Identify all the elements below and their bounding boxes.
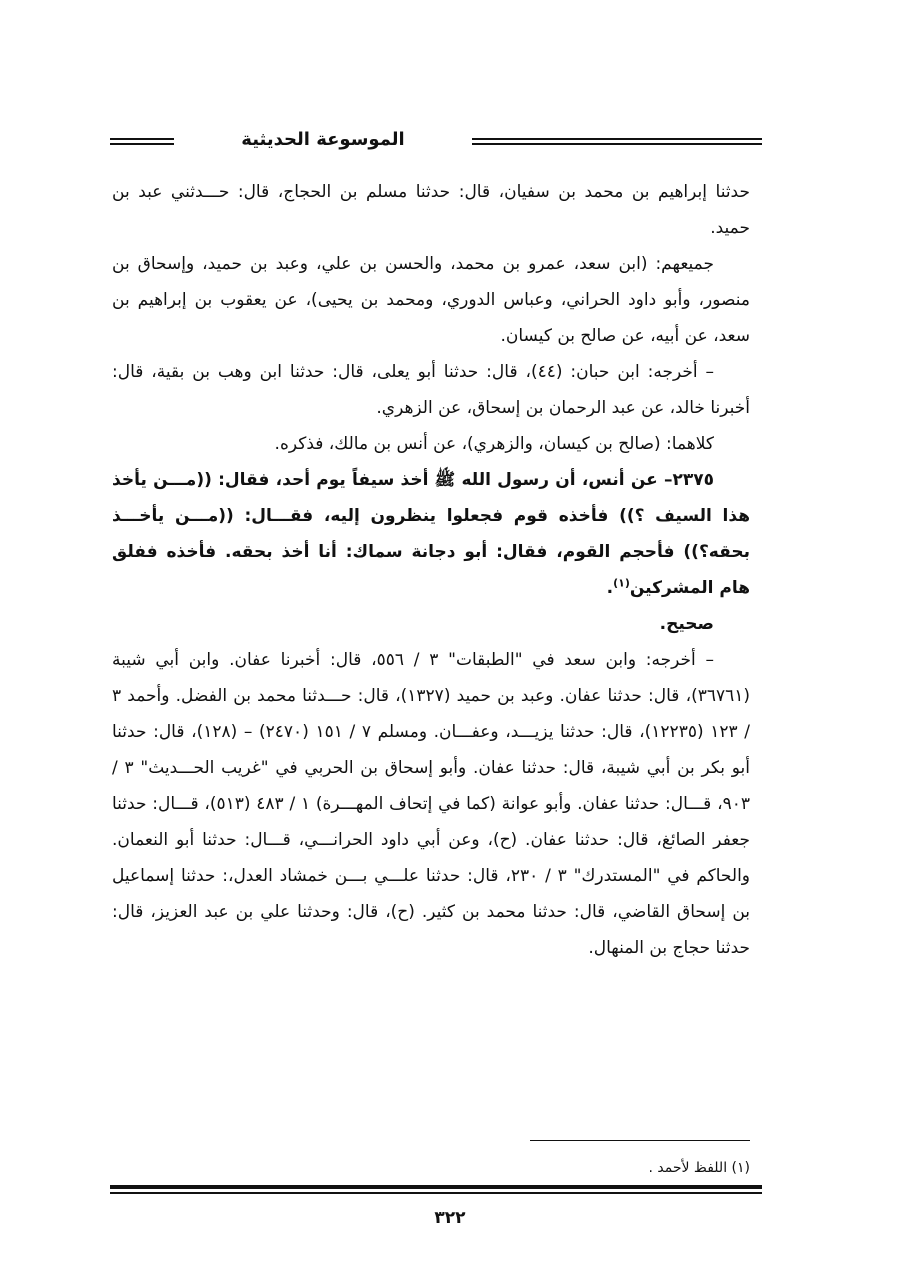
header-rule-right xyxy=(472,138,762,140)
hadith-2375 xyxy=(112,462,750,606)
grading: صحيح. xyxy=(659,614,714,634)
paragraph-1: حدثنا إبراهيم بن محمد بن سفيان، قال: حدثنا مسلم بن الحجاج، قال: حـــدثني عبد بن حميد. xyxy=(112,182,750,238)
page-header xyxy=(110,126,762,156)
hadith-text: ٢٣٧٥– عن أنس، أن رسول الله ﷺ أخذ سيفاً يوم أحد، فقال: ((مـــن يأخذ هذا السيف ؟)) فأخذه قوم فجعلوا ينظرون إليه، فقـــال: ((مـــن يأخـــذ بحقه؟)) فأحجم القوم، فقال: أبو دجانة سماك: أنا أخذ بحقه. فأخذه ففلق هام المشركين xyxy=(112,470,750,598)
footnote: (١) اللفظ لأحمد . xyxy=(648,1160,750,1176)
page-number: ٣٢٢ xyxy=(434,1208,466,1228)
footnote-ref: (١) xyxy=(613,576,630,590)
header-rule-left xyxy=(110,138,174,140)
paragraph-2: جميعهم: (ابن سعد، عمرو بن محمد، والحسن بن علي، وعبد بن حميد، وإسحاق بن منصور، وأبو داود الحراني، وعباس الدوري، ومحمد بن يحيى)، عن يعقوب بن إبراهيم بن سعد، عن أبيه، عن صالح بن كيسان. xyxy=(112,254,750,346)
page-body xyxy=(112,174,750,966)
footer-rule-thin xyxy=(110,1192,762,1194)
hadith-tail: . xyxy=(606,578,614,598)
paragraph-3: – أخرجه: ابن حبان: (٤٤)، قال: حدثنا أبو يعلى، قال: حدثنا ابن وهب بن بقية، قال: أخبرنا خالد، عن عبد الرحمان بن إسحاق، عن الزهري. xyxy=(112,362,750,418)
takhrij-paragraph: – أخرجه: وابن سعد في "الطبقات" ٣ / ٥٥٦، قال: أخبرنا عفان. وابن أبي شيبة (٣٦٧٦١)، قال: حدثنا عفان. وعبد بن حميد (١٣٢٧)، قال: حـــدثنا محمد بن الفضل. وأحمد ٣ / ١٢٣ (١٢٢٣٥)، قال: حدثنا يزيـــد، وعفـــان. ومسلم ٧ / ١٥١ (٢٤٧٠) – (١٢٨)، قال: حدثنا أبو بكر بن أبي شيبة، قال: حدثنا عفان. وأبو إسحاق بن الحربي في "غريب الحـــديث" ٣ / ٩٠٣، قـــال: حدثنا عفان. وأبو عوانة (كما في إتحاف المهـــرة) ١ / ٤٨٣ (٥١٣)، قـــال: حدثنا جعفر الصائغ، قال: حدثنا عفان. (ح)، وعن أبي داود الحرانـــي، قـــال: حدثنا أبو النعمان. والحاكم في "المستدرك" ٣ / ٢٣٠، قال: حدثنا علـــي بـــن خمشاد العدل،: حدثنا إسماعيل بن إسحاق القاضي، قال: حدثنا محمد بن كثير. (ح)، قال: وحدثنا علي بن عبد العزيز، قال: حدثنا حجاج بن المنهال. xyxy=(112,650,750,958)
running-title: الموسوعة الحديثية xyxy=(241,129,405,150)
footnote-separator xyxy=(530,1140,750,1141)
paragraph-4: كلاهما: (صالح بن كيسان، والزهري)، عن أنس بن مالك، فذكره. xyxy=(274,434,714,454)
footer-rule-thick xyxy=(110,1185,762,1189)
